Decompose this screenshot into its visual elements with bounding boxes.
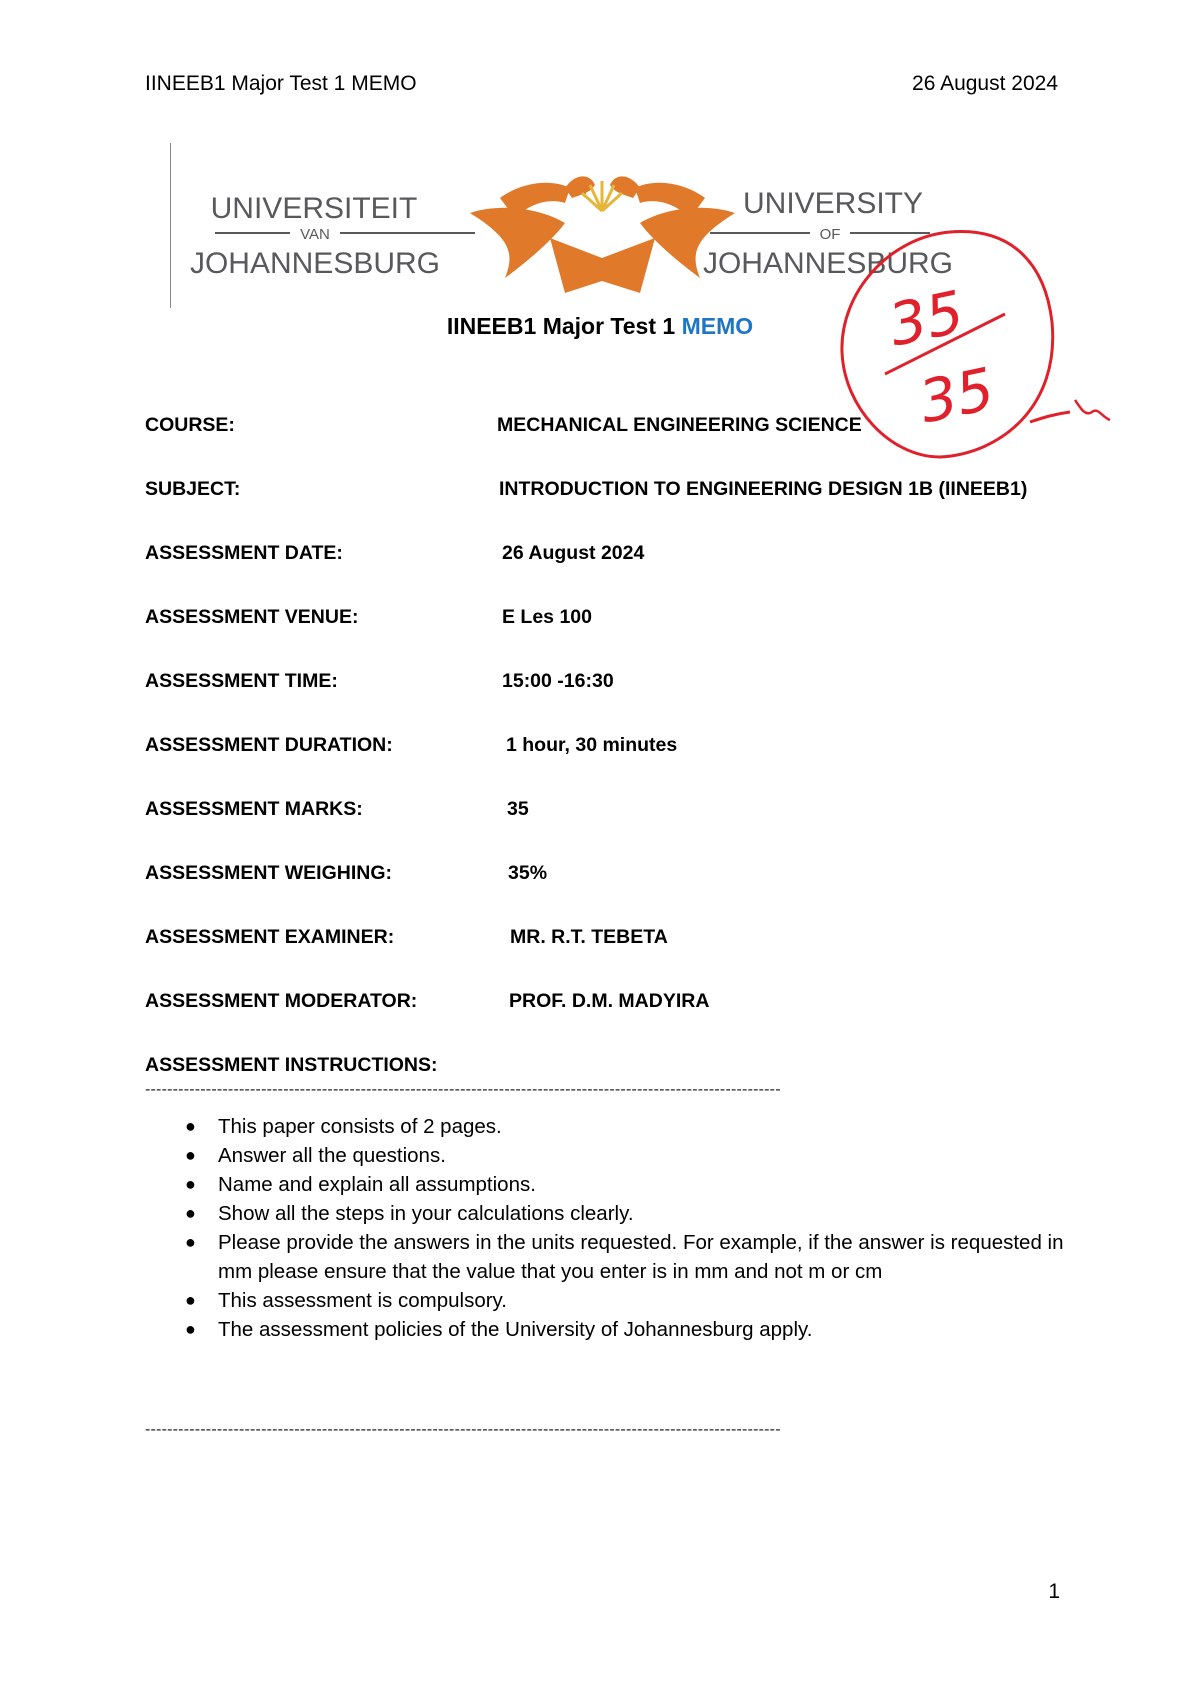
grade-total: 35	[913, 354, 1000, 437]
list-item: ● Name and explain all assumptions.	[185, 1170, 1065, 1199]
field-row-venue	[145, 606, 1085, 636]
grade-annotation	[830, 222, 1115, 472]
grade-tick-mark-icon	[1030, 412, 1070, 422]
field-row-marks	[145, 798, 1085, 828]
instructions-list	[185, 1112, 1065, 1344]
logo-left-line2: VAN	[300, 226, 330, 243]
field-row-examiner	[145, 926, 1085, 956]
field-label: ASSESSMENT DATE:	[145, 542, 343, 564]
field-label: COURSE:	[145, 414, 235, 436]
field-label: ASSESSMENT TIME:	[145, 670, 338, 692]
running-header-date: 26 August 2024	[912, 72, 1058, 95]
list-item: ● The assessment policies of the University of Johannesburg apply.	[185, 1315, 1065, 1344]
bullet-icon: ●	[185, 1145, 196, 1165]
field-label: ASSESSMENT EXAMINER:	[145, 926, 395, 948]
bullet-icon: ●	[185, 1174, 196, 1194]
bullet-icon: ●	[185, 1232, 196, 1252]
logo-left-line3: JOHANNESBURG	[189, 247, 441, 280]
bullet-icon: ●	[185, 1116, 196, 1136]
field-label: SUBJECT:	[145, 478, 241, 500]
field-row-moderator	[145, 990, 1085, 1020]
logo-right-line3: JOHANNESBURG	[702, 247, 954, 280]
list-item: ● Answer all the questions.	[185, 1141, 1065, 1170]
field-value: MR. R.T. TEBETA	[510, 926, 668, 948]
field-row-date	[145, 542, 1085, 572]
page-number: 1	[1048, 1580, 1060, 1603]
field-label: ASSESSMENT DURATION:	[145, 734, 393, 756]
separator-bottom: -------------------------------------------------------------------------------------------------------------------	[145, 1421, 781, 1438]
field-value: 35%	[508, 862, 548, 884]
field-label: ASSESSMENT VENUE:	[145, 606, 359, 628]
field-row-subject	[145, 478, 1085, 508]
document-title-memo: MEMO	[681, 313, 754, 339]
field-value: MECHANICAL ENGINEERING SCIENCE	[497, 414, 862, 436]
separator-top: -------------------------------------------------------------------------------------------------------------------	[145, 1081, 781, 1098]
field-value: INTRODUCTION TO ENGINEERING DESIGN 1B (IINEEB1)	[499, 478, 1028, 500]
logo-left-line1: UNIVERSITEIT	[210, 192, 418, 225]
field-value: PROF. D.M. MADYIRA	[509, 990, 710, 1012]
running-header-left: IINEEB1 Major Test 1 MEMO	[145, 72, 417, 95]
field-value: 1 hour, 30 minutes	[506, 734, 678, 756]
examiner-initials-icon	[1075, 400, 1110, 420]
field-row-weighing	[145, 862, 1085, 892]
list-item: ● This paper consists of 2 pages.	[185, 1112, 1065, 1141]
instructions-heading: ASSESSMENT INSTRUCTIONS:	[145, 1054, 438, 1076]
bullet-icon: ●	[185, 1203, 196, 1223]
field-value: 15:00 -16:30	[502, 670, 614, 692]
grade-score: 35	[883, 277, 970, 360]
logo-right-line1: UNIVERSITY	[742, 187, 924, 220]
field-value: 35	[507, 798, 529, 820]
field-label: ASSESSMENT WEIGHING:	[145, 862, 393, 884]
field-label: ASSESSMENT MARKS:	[145, 798, 363, 820]
field-row-time	[145, 670, 1085, 700]
field-label: ASSESSMENT MODERATOR:	[145, 990, 418, 1012]
list-item: ● Please provide the answers in the units requested. For example, if the answer is requested in mm please ensure that the value that you enter is in mm and not m or cm	[185, 1228, 1065, 1286]
bullet-icon: ●	[185, 1319, 196, 1339]
document-title-main: IINEEB1 Major Test 1	[446, 313, 676, 339]
list-item: ● This assessment is compulsory.	[185, 1286, 1065, 1315]
field-value: 26 August 2024	[502, 542, 645, 564]
bullet-icon: ●	[185, 1290, 196, 1310]
field-row-duration	[145, 734, 1085, 764]
field-value: E Les 100	[502, 606, 592, 628]
logo-right-line2: OF	[819, 226, 841, 243]
list-item: ● Show all the steps in your calculations clearly.	[185, 1199, 1065, 1228]
